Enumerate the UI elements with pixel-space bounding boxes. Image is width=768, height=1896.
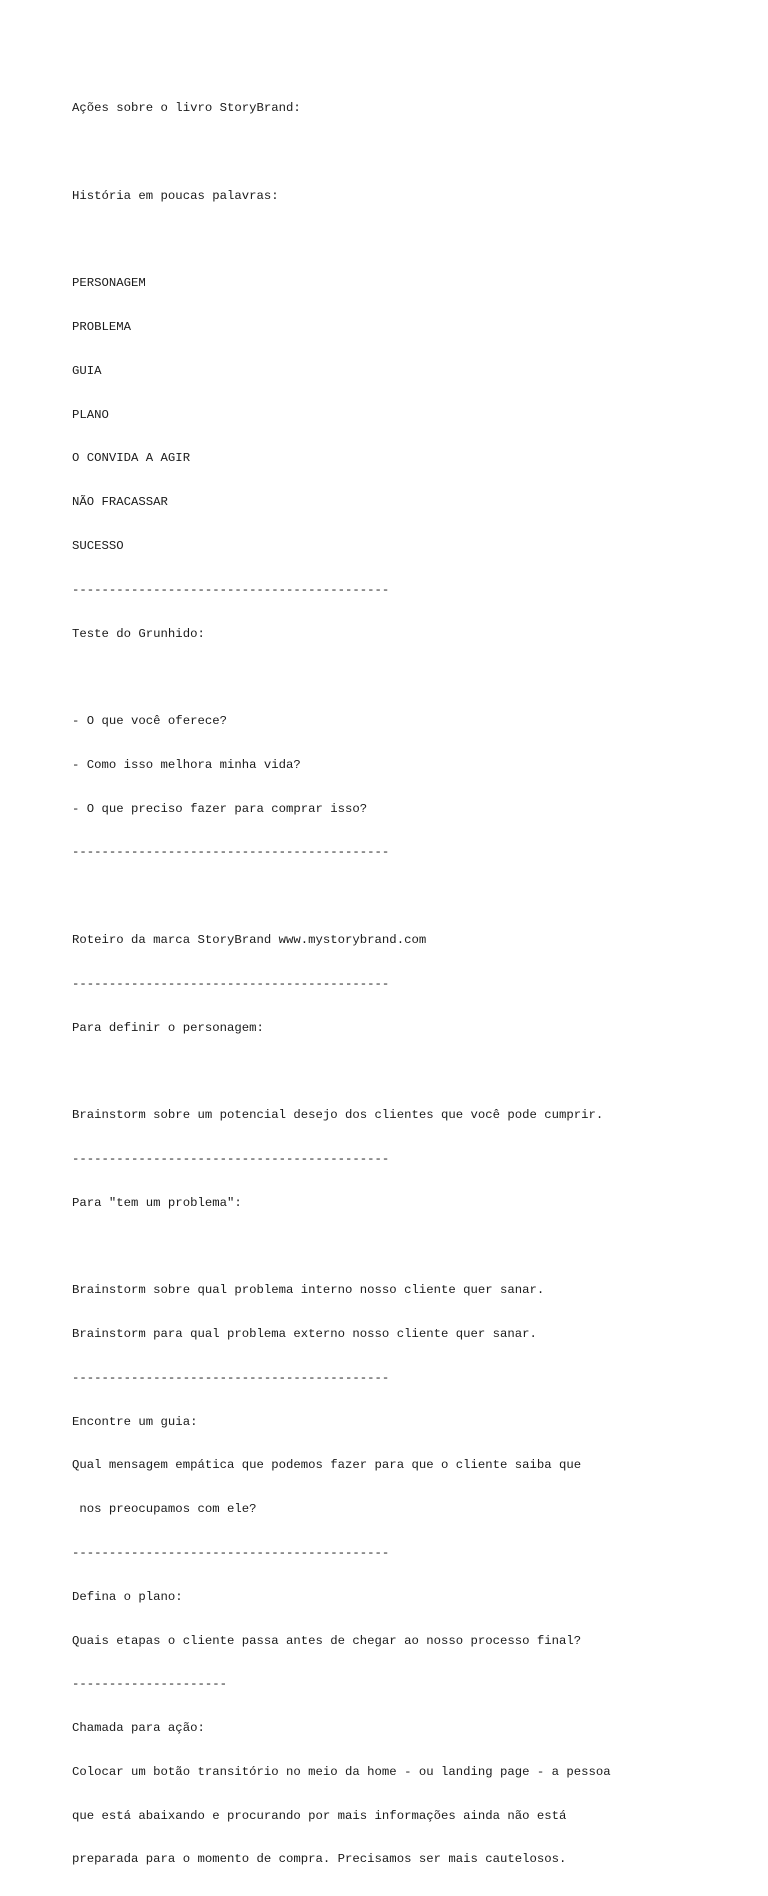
- blank-line: [72, 670, 611, 685]
- divider: ---------------------: [72, 1677, 227, 1692]
- section-heading: Para "tem um problema":: [72, 1195, 242, 1210]
- list-item: PLANO: [72, 407, 109, 422]
- paragraph-line: que está abaixando e procurando por mais informações ainda não está: [72, 1808, 567, 1823]
- list-item: PERSONAGEM: [72, 276, 146, 291]
- paragraph-line: Quais etapas o cliente passa antes de chegar ao nosso processo final?: [72, 1633, 582, 1648]
- paragraph-line: Brainstorm sobre qual problema interno nosso cliente quer sanar.: [72, 1283, 545, 1298]
- paragraph-line: Qual mensagem empática que podemos fazer para que o cliente saiba que: [72, 1458, 582, 1473]
- blank-line: [72, 1064, 611, 1079]
- section-heading: Defina o plano:: [72, 1589, 183, 1604]
- document-text: [72, 72, 611, 1896]
- paragraph-line: nos preocupamos com ele?: [72, 1502, 257, 1517]
- section-heading: Teste do Grunhido:: [72, 626, 205, 641]
- section-heading: Chamada para ação:: [72, 1721, 205, 1736]
- list-item: O CONVIDA A AGIR: [72, 451, 191, 466]
- blank-line: [72, 1240, 611, 1255]
- list-item: NÃO FRACASSAR: [72, 495, 168, 510]
- list-item: - O que preciso fazer para comprar isso?: [72, 801, 368, 816]
- divider: -------------------------------------------: [72, 1370, 390, 1385]
- document-title: Ações sobre o livro StoryBrand:: [72, 101, 301, 116]
- divider: -------------------------------------------: [72, 1151, 390, 1166]
- list-item: SUCESSO: [72, 539, 124, 553]
- blank-line: [72, 889, 611, 904]
- list-item: PROBLEMA: [72, 320, 132, 335]
- divider: -------------------------------------------: [72, 845, 390, 860]
- blank-line: [72, 145, 611, 160]
- blank-line: [72, 233, 611, 248]
- section-heading: Para definir o personagem:: [72, 1020, 264, 1035]
- section-heading: Roteiro da marca StoryBrand www.mystorybrand.com: [72, 933, 427, 948]
- paragraph-line: Brainstorm sobre um potencial desejo dos clientes que você pode cumprir.: [72, 1108, 604, 1123]
- paragraph-line: Brainstorm para qual problema externo nosso cliente quer sanar.: [72, 1327, 537, 1342]
- list-item: GUIA: [72, 363, 102, 378]
- divider: -------------------------------------------: [72, 976, 390, 991]
- section-heading: Encontre um guia:: [72, 1414, 198, 1429]
- divider: -------------------------------------------: [72, 582, 390, 597]
- list-item: - Como isso melhora minha vida?: [72, 757, 301, 772]
- paragraph-line: Colocar um botão transitório no meio da home - ou landing page - a pessoa: [72, 1764, 611, 1779]
- list-item: - O que você oferece?: [72, 714, 227, 729]
- section-heading: História em poucas palavras:: [72, 188, 279, 203]
- paragraph-line: preparada para o momento de compra. Precisamos ser mais cautelosos.: [72, 1852, 567, 1867]
- divider: -------------------------------------------: [72, 1545, 390, 1560]
